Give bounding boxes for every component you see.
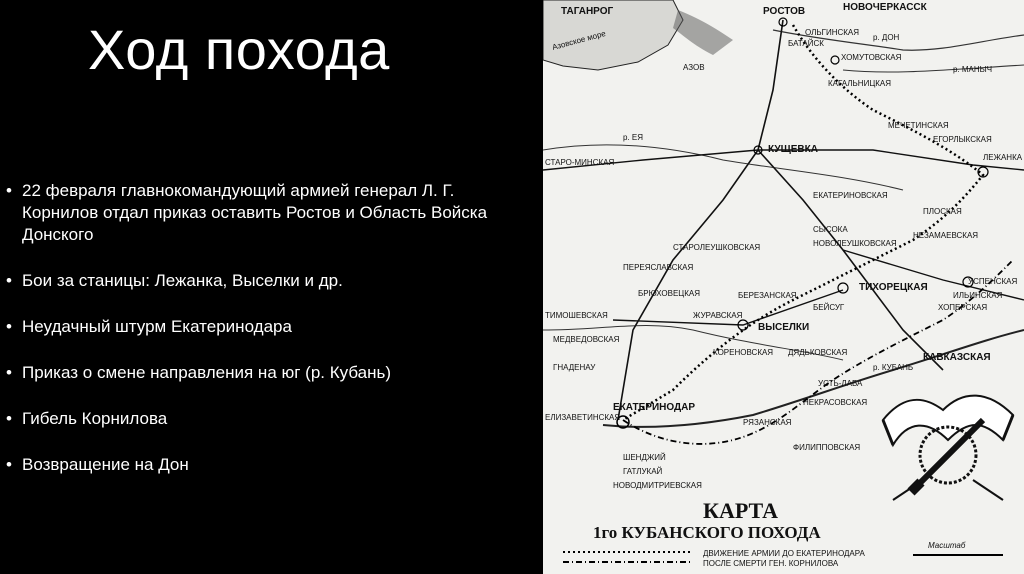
river-eya — [543, 145, 903, 190]
town-marker — [838, 283, 848, 293]
place-label: ХОПЕРСКАЯ — [938, 303, 988, 312]
ribbon-emblem — [883, 396, 1013, 500]
bullet-dot-icon: • — [6, 181, 12, 200]
place-label: ЕКАТЕРИНОДАР — [613, 402, 696, 413]
place-label: р. МАНЫЧ — [953, 65, 993, 74]
place-label: ДЯДЬКОВСКАЯ — [788, 348, 848, 357]
scale-label: Масштаб — [928, 541, 966, 550]
place-label: ЕГОРЛЫКСКАЯ — [933, 135, 992, 144]
place-label: СТАРО-МИНСКАЯ — [545, 158, 615, 167]
bullet-text: Бои за станицы: Лежанка, Выселки и др. — [22, 271, 343, 290]
place-label: ТАГАНРОГ — [561, 6, 614, 17]
town-marker — [831, 56, 839, 64]
place-label: РЯЗАНСКАЯ — [743, 418, 792, 427]
railway-line — [618, 20, 783, 420]
map-drawing — [543, 0, 1024, 574]
place-label: Азовское море — [551, 28, 607, 52]
bullet-dot-icon: • — [6, 363, 12, 382]
place-label: ЛЕЖАНКА — [983, 153, 1023, 162]
bullet-text: 22 февраля главнокомандующий армией генерал Л. Г. Корнилов отдал приказ оставить Ростов и Область Войска Донского — [22, 181, 488, 244]
place-label: р. ЕЯ — [623, 133, 644, 142]
bullet-item — [6, 316, 506, 338]
place-label: БАТАЙСК — [788, 39, 824, 48]
bullet-text: Возвращение на Дон — [22, 455, 189, 474]
map-subtitle: 1го КУБАНСКОГО ПОХОДА — [593, 523, 821, 542]
place-label: ПЛОСКАЯ — [923, 207, 962, 216]
place-label: НОВОЛЕУШКОВСКАЯ — [813, 239, 897, 248]
place-label: НЕКРАСОВСКАЯ — [803, 398, 868, 407]
bullet-text: Гибель Корнилова — [22, 409, 168, 428]
bullet-list — [6, 180, 506, 500]
railway-line — [758, 150, 943, 370]
place-label: МЕЧЕТИНСКАЯ — [888, 121, 949, 130]
place-label: ТИМОШЕВСКАЯ — [545, 311, 608, 320]
place-label: ТИХОРЕЦКАЯ — [859, 282, 928, 293]
bullet-text: Приказ о смене направления на юг (р. Кубань) — [22, 363, 392, 382]
place-label: НОВОЧЕРКАССК — [843, 2, 927, 13]
place-label: ВЫСЕЛКИ — [758, 322, 810, 333]
bullet-dot-icon: • — [6, 317, 12, 336]
place-label: р. ДОН — [873, 33, 900, 42]
place-label: БРЮХОВЕЦКАЯ — [638, 289, 700, 298]
place-label: МЕДВЕДОВСКАЯ — [553, 335, 620, 344]
river-manych — [843, 65, 1024, 72]
place-label: СЫСОКА — [813, 225, 848, 234]
place-label: ФИЛИППОВСКАЯ — [793, 443, 861, 452]
bullet-item — [6, 180, 506, 246]
place-label: БЕЙСУГ — [813, 303, 845, 312]
bullet-item — [6, 270, 506, 292]
place-label: ГАТЛУКАЙ — [623, 467, 663, 476]
place-label: ИЛЬИНСКАЯ — [953, 291, 1003, 300]
campaign-map — [543, 0, 1024, 574]
place-label: КОРЕНОВСКАЯ — [713, 348, 774, 357]
place-label: ПЕРЕЯСЛАВСКАЯ — [623, 263, 694, 272]
place-label: ОЛЬГИНСКАЯ — [805, 28, 860, 37]
place-label: КАГАЛЬНИЦКАЯ — [828, 79, 892, 88]
place-label: ЕКАТЕРИНОВСКАЯ — [813, 191, 888, 200]
place-label: УСТЬ-ЛАБА — [818, 379, 863, 388]
place-label: ШЕНДЖИЙ — [623, 453, 666, 462]
place-label: НЕЗАМАЕВСКАЯ — [913, 231, 979, 240]
place-label: УСПЕНСКАЯ — [968, 277, 1018, 286]
place-label: БЕРЕЗАНСКАЯ — [738, 291, 797, 300]
legend-text: ПОСЛЕ СМЕРТИ ГЕН. КОРНИЛОВА — [703, 559, 839, 568]
place-label: ГНАДЕНАУ — [553, 363, 596, 372]
bullet-item — [6, 454, 506, 476]
place-label: ХОМУТОВСКАЯ — [841, 53, 902, 62]
place-label: КУЩЕВКА — [768, 144, 818, 155]
slide-title: Ход похода — [88, 18, 390, 81]
place-label: ЕЛИЗАВЕТИНСКАЯ — [545, 413, 621, 422]
map-title: КАРТА — [703, 498, 779, 523]
place-label: РОСТОВ — [763, 6, 806, 17]
don-delta — [673, 10, 733, 55]
bullet-dot-icon: • — [6, 271, 12, 290]
place-label: АЗОВ — [683, 63, 705, 72]
bullet-dot-icon: • — [6, 455, 12, 474]
place-label: КАВКАЗСКАЯ — [923, 352, 991, 363]
place-label: ЖУРАВСКАЯ — [693, 311, 743, 320]
bullet-text: Неудачный штурм Екатеринодара — [22, 317, 292, 336]
place-label: НОВОДМИТРИЕВСКАЯ — [613, 481, 702, 490]
place-label: СТАРОЛЕУШКОВСКАЯ — [673, 243, 761, 252]
bullet-item — [6, 408, 506, 430]
place-label: р. КУБАНЬ — [873, 363, 914, 372]
legend-text: ДВИЖЕНИЕ АРМИИ ДО ЕКАТЕРИНОДАРА — [703, 549, 865, 558]
bullet-item — [6, 362, 506, 384]
bullet-dot-icon: • — [6, 409, 12, 428]
